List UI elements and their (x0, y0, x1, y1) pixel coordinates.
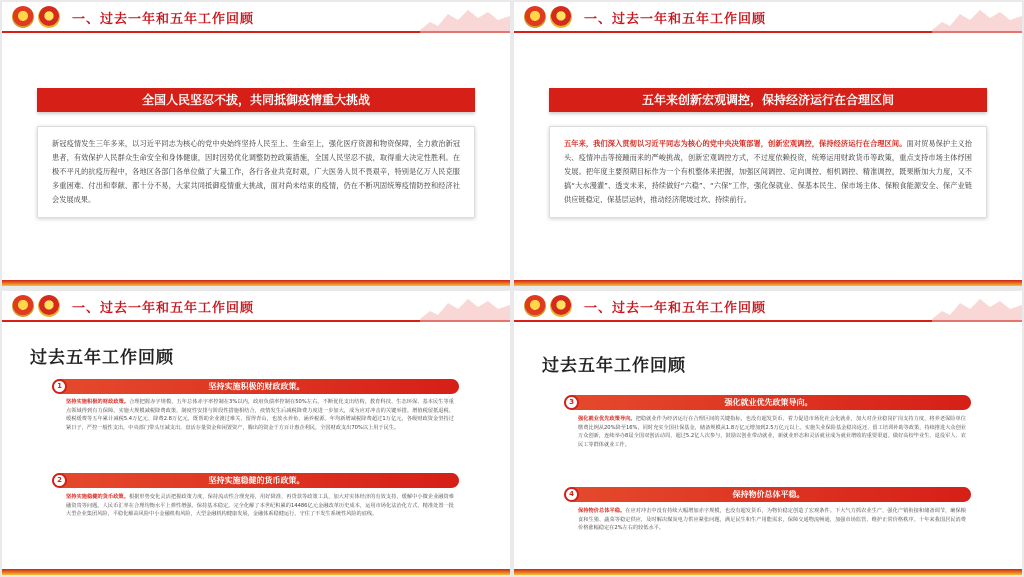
item-text: 根据形势变化灵活把握政策力度，保持流动性合理充裕，用好降准、再贷款等政策工具，加大对实体经济的有效支持，缓解中小微企业融资难融资贵等问题。人民币汇率在合理均衡水平上弹性增强、保持基本稳定。完全化解了本世纪积累的14486亿元金融改革历史成本，运用市场化法治化方式，精准处置一批大型企业集团风险，平稳化解高风险中小金融机构风险，大型金融机构健康发展，金融体系稳健运行，守住了不发生系统性风险的底线。 (66, 494, 454, 517)
slide-banner: 五年来创新宏观调控，保持经济运行在合理区间 (549, 88, 987, 112)
item-lead: 坚持实施稳健的货币政策。 (66, 494, 129, 500)
item-heading: 保持物价总体平稳。 (566, 487, 971, 502)
cppcc-emblem-icon (550, 6, 572, 28)
section-title: 一、过去一年和五年工作回顾 (72, 301, 255, 316)
great-wall-icon (420, 291, 510, 322)
item-number: 1 (52, 379, 67, 394)
item-heading: 坚持实施稳健的货币政策。 (54, 473, 459, 488)
slide-header (2, 291, 510, 322)
item-lead: 坚持实施积极的财政政策。 (66, 399, 130, 405)
slide-epidemic (2, 2, 510, 286)
cppcc-emblem-icon (550, 295, 572, 317)
great-wall-icon (420, 2, 510, 33)
section-title: 一、过去一年和五年工作回顾 (72, 12, 255, 27)
national-emblem-icon (12, 295, 34, 317)
item-lead: 保持物价总体平稳。 (578, 508, 626, 514)
item-lead: 强化就业优先政策导向。 (578, 416, 636, 422)
item-body (578, 415, 966, 449)
item-number: 4 (564, 487, 579, 502)
national-emblem-icon (524, 6, 546, 28)
footer-bar (514, 280, 1022, 286)
slide-header (514, 291, 1022, 322)
section-title: 一、过去一年和五年工作回顾 (584, 12, 767, 27)
slide-review-employment-prices (514, 291, 1022, 575)
cppcc-emblem-icon (38, 295, 60, 317)
section-title: 一、过去一年和五年工作回顾 (584, 301, 767, 316)
slide-body (549, 126, 987, 218)
body-text: 新冠疫情发生三年多来，以习近平同志为核心的党中央始终坚持人民至上、生命至上，强化医疗资源和物资保障，全力救治新冠患者，有效保护人民群众生命安全和身体健康，因时因势优化调整防控政策措施，全国人民坚忍不拔，取得重大决定性胜利。在极不平凡的抗疫历程中，各地区各部门各单位做了大量工作，各行各业共克时艰，广大医务人员不畏艰辛，特别是亿万人民克服多重困难、付出和奉献、都十分不易，大家共同抵御疫情重大挑战，面对尚未结束的疫情，仍在不断巩固统筹疫情防控和经济社会发展成果。 (52, 139, 460, 204)
body-text: 面对贸易保护主义抬头、疫情冲击等接踵而来的严峻挑战，创新宏观调控方式，不过度依赖投资，统筹运用财政货币等政策，重点支持市场主体纾困发展。把年度主要预期目标作为一个有机整体来把握，加强区间调控、定向调控、相机调控、精准调控，既果断加大力度，又不搞“大水漫灌”、透支未来，持续做好“六稳”、“六保”工作，强化保就业、保基本民生、保市场主体、保粮食能源安全、保产业链供应链稳定、保基层运转，推动经济爬坡过坎、持续前行。 (564, 139, 972, 204)
great-wall-icon (932, 2, 1022, 33)
page-title: 过去五年工作回顾 (30, 348, 174, 368)
page-title: 过去五年工作回顾 (542, 356, 686, 376)
item-text: 合理把握赤字规模，五年总体赤字率控制在3%以内，政府负债率控制在50%左右。不断优化支出结构，教育科技、生态环保、基本民生等重点领域得到有力保障。实施大规模减税降费政策，制度性安排与阶段性措施相结合，疫情发生后减税降费力度进一步加大，成为应对冲击的关键举措。增值税留抵退税、缓税缓费等五年累计减税5.4万亿元、降费2.8万亿元，既帮助企业渡过难关、留得青山，也放水养鱼、涵养税源。年均新增减税降费超过1万亿元，各级财政资金坚持过紧日子，严控一般性支出，中央部门带头压减支出，盘活存量资金和闲置资产，腾出的资金千方百计惠企利民，全国财政支出70%以上用于民生。 (66, 399, 454, 431)
footer-bar (2, 569, 510, 575)
national-emblem-icon (524, 295, 546, 317)
item-body (66, 493, 454, 519)
great-wall-icon (932, 291, 1022, 322)
item-text: 在应对冲击中没有持续大幅增加赤字规模，也没有超发货币，为物价稳定创造了宏观条件。下大气力抓农业生产，强化产销衔接和储备调节，确保粮食和生猪、蔬菜等稳定供应，及时解决煤炭电力供应紧张问题，满足民生和生产用能需求，保障交通物流畅通，加强市场监管，维护正常价格秩序。十年来我国居民消费价格涨幅稳定在2%左右的较低水平。 (578, 508, 966, 531)
slide-header (2, 2, 510, 33)
item-number: 3 (564, 395, 579, 410)
item-heading: 强化就业优先政策导向。 (566, 395, 971, 410)
slide-review-fiscal-monetary (2, 291, 510, 575)
slide-macro-control (514, 2, 1022, 286)
slide-header (514, 2, 1022, 33)
cppcc-emblem-icon (38, 6, 60, 28)
footer-bar (2, 280, 510, 286)
item-number: 2 (52, 473, 67, 488)
footer-bar (514, 569, 1022, 575)
item-body (66, 398, 454, 432)
slide-banner: 全国人民坚忍不拔，共同抵御疫情重大挑战 (37, 88, 475, 112)
lead-text: 五年来，我们深入贯彻以习近平同志为核心的党中央决策部署，创新宏观调控，保持经济运行在合理区间。 (564, 139, 907, 148)
national-emblem-icon (12, 6, 34, 28)
item-heading: 坚持实施积极的财政政策。 (54, 379, 459, 394)
item-text: 把稳就业作为经济运行在合理区间的关键指标，也没有超发货币，着力促进市场化社会化就业，加大对企业稳岗扩岗支持力度，将养老保险单位缴费比例从20%降至16%，同时充实全国社保基金，储备规模从1.8万亿元增加到2.5万亿元以上。实施失业保险基金稳岗返还、留工培训补助等政策，持续推进大众创业万众创新，连续举办8届全国双创活动周，超过5.2亿人次参与，鼓励以创业带动就业，新就业形态和灵活就业成为就业增收的重要渠道。做好高校毕业生、退役军人、农民工等群体就业工作。 (578, 416, 966, 448)
slide-body (37, 126, 475, 218)
item-body (578, 507, 966, 533)
